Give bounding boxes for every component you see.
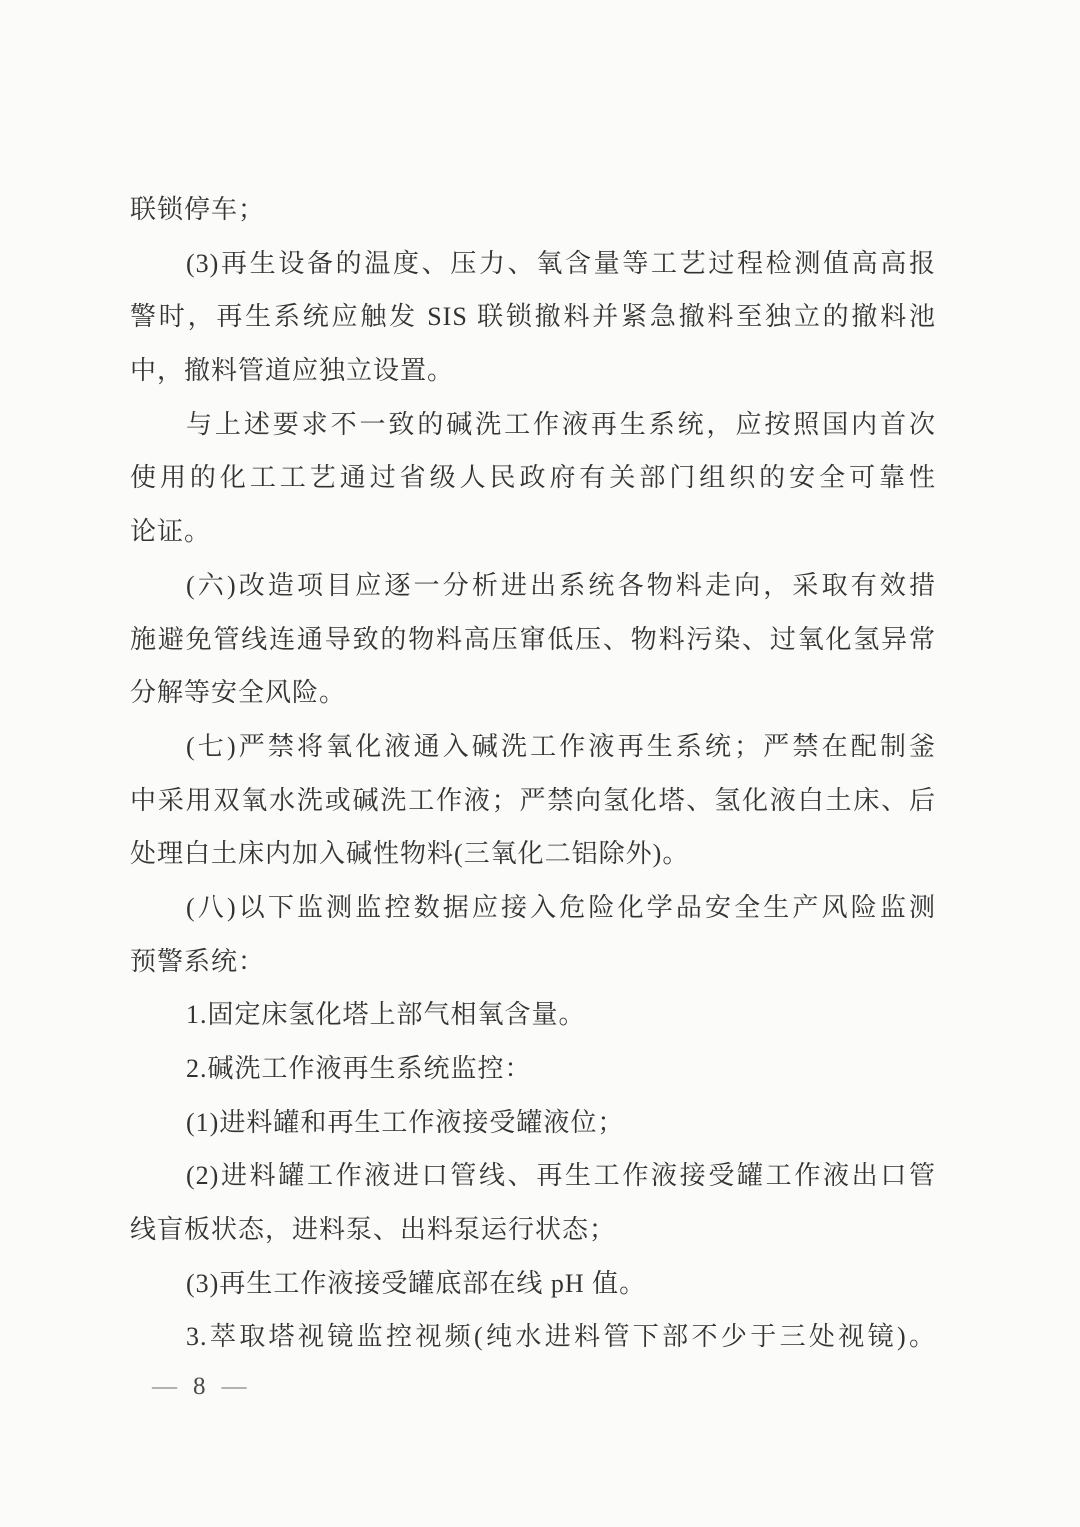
text-line: (3)再生工作液接受罐底部在线 pH 值。 (186, 1268, 647, 1298)
page-number: 8 (193, 1373, 206, 1400)
footer-dash-left: — (152, 1375, 177, 1398)
text-line: 警时，再生系统应触发 SIS 联锁撤料并紧急撤料至独立的撤料池 (130, 302, 936, 332)
document-body (130, 183, 936, 1364)
text-line: 2.碱洗工作液再生系统监控： (186, 1054, 532, 1083)
text-line: 中，撤料管道应独立设置。 (130, 356, 455, 386)
text-line: (六)改造项目应逐一分析进出系统各物料走向，采取有效措 (186, 570, 936, 600)
text-line: (八)以下监测监控数据应接入危险化学品安全生产风险监测 (186, 892, 936, 922)
text-line: 使用的化工工艺通过省级人民政府有关部门组织的安全可靠性 (130, 463, 936, 493)
text-line: (1)进料罐和再生工作液接受罐液位； (186, 1107, 625, 1137)
text-line: 处理白土床内加入碱性物料(三氧化二铝除外)。 (130, 839, 690, 869)
text-line: 与上述要求不一致的碱洗工作液再生系统，应按照国内首次 (186, 409, 936, 439)
text-line: 预警系统： (130, 946, 266, 976)
text-line: 1.固定床氢化塔上部气相氧含量。 (186, 1000, 586, 1030)
text-line: 施避免管线连通导致的物料高压窜低压、物料污染、过氧化氢异常 (130, 624, 936, 654)
text-line: 3.萃取塔视镜监控视频(纯水进料管下部不少于三处视镜)。 (186, 1322, 936, 1352)
text-line: (七)严禁将氧化液通入碱洗工作液再生系统；严禁在配制釜 (186, 731, 936, 761)
text-line: 分解等安全风险。 (130, 678, 347, 708)
text-line: 线盲板状态，进料泵、出料泵运行状态； (130, 1215, 617, 1245)
text-line: (3)再生设备的温度、压力、氧含量等工艺过程检测值高高报 (186, 248, 936, 278)
footer-dash-right: — (221, 1375, 247, 1398)
page-footer (152, 1370, 247, 1404)
text-line: 中采用双氧水洗或碱洗工作液；严禁向氢化塔、氢化液白土床、后 (130, 785, 936, 815)
text-line: 论证。 (130, 517, 212, 547)
text-line: (2)进料罐工作液进口管线、再生工作液接受罐工作液出口管 (186, 1161, 936, 1191)
text-line: 联锁停车； (130, 195, 266, 224)
